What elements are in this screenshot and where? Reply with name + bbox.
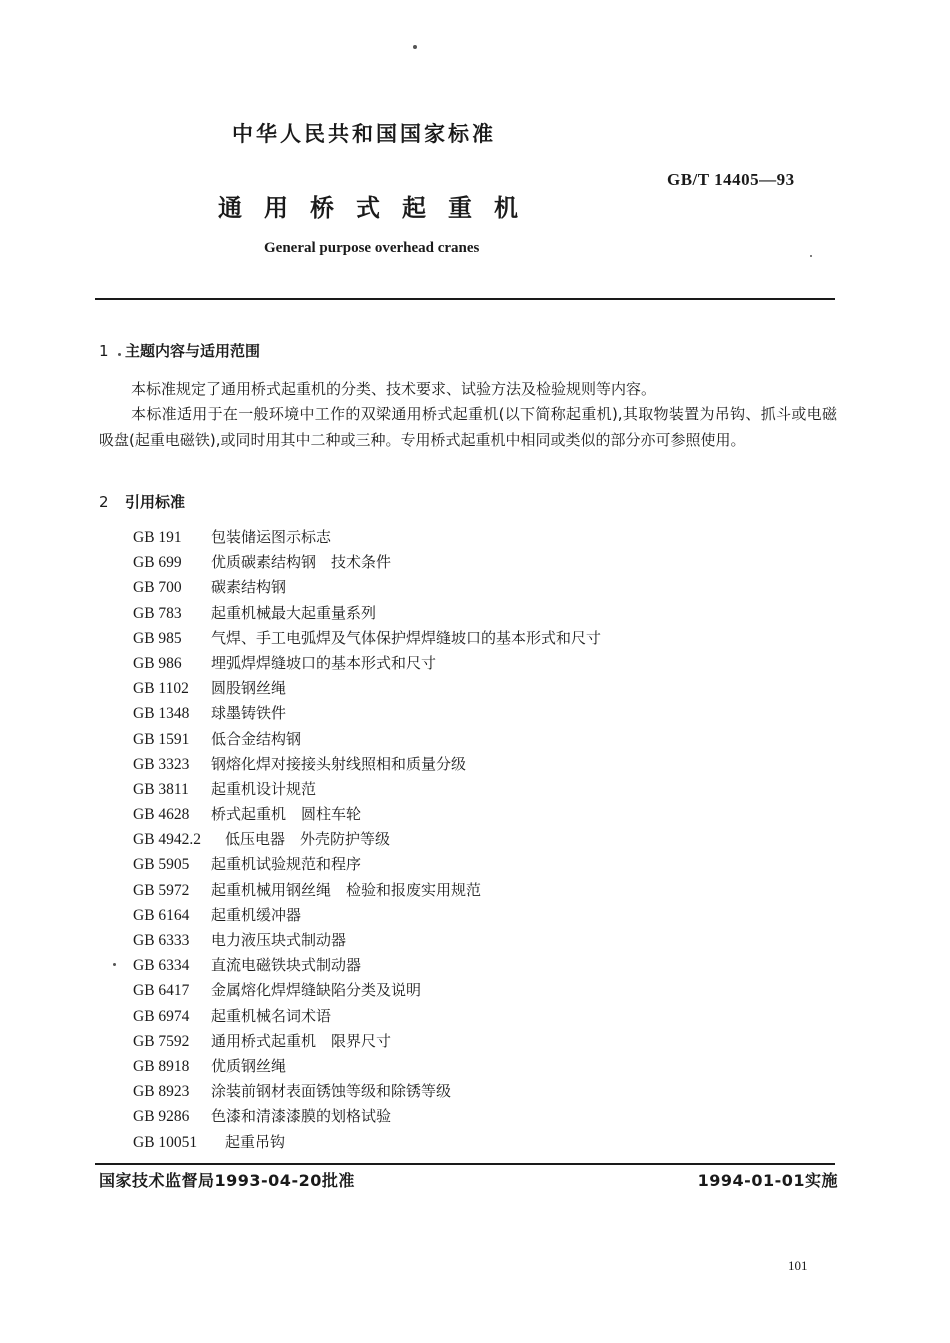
reference-item (133, 978, 601, 1003)
reference-code: GB 7592 (133, 1032, 190, 1050)
reference-code: GB 6334 (133, 957, 190, 975)
section-1-heading (99, 340, 260, 361)
scan-speck (810, 255, 812, 257)
section-1-paragraph-2: 本标准适用于在一般环境中工作的双梁通用桥式起重机(以下简称起重机),其取物装置为吊钩、抓斗或电磁吸盘(起重电磁铁),或同时用其中二种或三种。专用桥式起重机中相同或类似的部分亦可参照使用。 (99, 405, 837, 449)
reference-code: GB 986 (133, 654, 182, 672)
reference-code: GB 5972 (133, 881, 190, 899)
reference-code: GB 699 (133, 554, 182, 572)
section-2-heading (99, 491, 185, 512)
reference-title: 气焊、手工电弧焊及气体保护焊焊缝坡口的基本形式和尺寸 (211, 628, 602, 647)
reference-title: 埋弧焊焊缝坡口的基本形式和尺寸 (211, 653, 437, 672)
approval-note: 国家技术监督局1993-04-20批准 (99, 1171, 355, 1190)
reference-title: 桥式起重机 圆柱车轮 (211, 805, 362, 824)
reference-code: GB 8918 (133, 1057, 190, 1075)
reference-title: 电力液压块式制动器 (211, 931, 347, 949)
reference-list (133, 525, 601, 1155)
page-number: 101 (788, 1258, 808, 1273)
reference-code: GB 783 (133, 604, 182, 622)
reference-code: GB 4942.2 (133, 831, 202, 849)
reference-item (133, 626, 601, 651)
reference-item (133, 827, 601, 852)
reference-code: GB 6164 (133, 906, 190, 924)
reference-code: GB 6974 (133, 1007, 190, 1025)
reference-title: 球墨铸铁件 (211, 704, 287, 723)
section-title: 引用标准 (125, 493, 186, 511)
reference-item (133, 953, 601, 978)
reference-title: 低合金结构钢 (211, 729, 302, 748)
reference-title: 直流电磁铁块式制动器 (211, 956, 362, 975)
reference-code: GB 191 (133, 529, 182, 546)
reference-code: GB 1591 (133, 730, 190, 748)
scan-speck (413, 45, 417, 49)
reference-title: 起重机设计规范 (211, 779, 317, 798)
reference-item (133, 878, 601, 903)
reference-title: 起重机械名词术语 (211, 1006, 332, 1025)
reference-title: 涂装前钢材表面锈蚀等级和除锈等级 (211, 1082, 452, 1101)
document-title-en: General purpose overhead cranes (264, 240, 480, 256)
reference-item (133, 903, 601, 928)
reference-code: GB 5905 (133, 856, 190, 874)
reference-title: 优质碳素结构钢 技术条件 (211, 553, 392, 572)
reference-code: GB 700 (133, 579, 182, 597)
reference-item (133, 676, 601, 701)
reference-title: 起重机械用钢丝绳 检验和报废实用规范 (211, 880, 482, 899)
reference-title: 色漆和清漆漆膜的划格试验 (211, 1107, 392, 1126)
effective-date: 1994-01-01实施 (697, 1171, 838, 1190)
reference-item (133, 752, 601, 777)
reference-title: 优质钢丝绳 (211, 1056, 287, 1075)
reference-title: 通用桥式起重机 限界尺寸 (211, 1031, 392, 1050)
reference-code: GB 3323 (133, 755, 190, 773)
reference-title: 圆股钢丝绳 (211, 679, 287, 698)
reference-code: GB 9286 (133, 1108, 190, 1126)
reference-title: 金属熔化焊焊缝缺陷分类及说明 (211, 981, 422, 1000)
reference-code: GB 4628 (133, 806, 190, 824)
standard-number: GB/T 14405—93 (667, 170, 795, 189)
reference-item (133, 651, 601, 676)
reference-item (133, 928, 601, 953)
reference-code: GB 1348 (133, 705, 190, 723)
reference-code: GB 6417 (133, 982, 190, 1000)
reference-item (133, 1130, 601, 1155)
reference-item (133, 575, 601, 600)
reference-title: 钢熔化焊对接接头射线照相和质量分级 (211, 754, 467, 773)
section-1-paragraph-1: 本标准规定了通用桥式起重机的分类、技术要求、试验方法及检验规则等内容。 (131, 380, 657, 398)
header-divider (95, 298, 835, 300)
reference-item (133, 1079, 601, 1104)
reference-title: 低压电器 外壳防护等级 (225, 830, 391, 849)
national-standard-heading: 中华人民共和国国家标准 (232, 122, 496, 146)
scan-speck (118, 353, 121, 356)
reference-item (133, 601, 601, 626)
reference-item (133, 550, 601, 575)
reference-title: 起重吊钩 (225, 1132, 286, 1151)
section-number: 1 (99, 342, 109, 360)
reference-title: 起重机缓冲器 (211, 905, 302, 924)
reference-item (133, 802, 601, 827)
reference-item (133, 1029, 601, 1054)
reference-item (133, 852, 601, 877)
reference-title: 起重机试验规范和程序 (211, 855, 362, 874)
scan-speck (113, 963, 116, 966)
reference-code: GB 1102 (133, 680, 189, 698)
reference-code: GB 6333 (133, 932, 190, 949)
reference-item (133, 1004, 601, 1029)
reference-title: 包装储运图示标志 (211, 528, 332, 546)
reference-item (133, 701, 601, 726)
reference-title: 碳素结构钢 (211, 578, 287, 597)
reference-code: GB 3811 (133, 780, 189, 798)
reference-code: GB 985 (133, 629, 182, 647)
reference-item (133, 1054, 601, 1079)
document-title-cn: 通用桥式起重机 (218, 194, 540, 222)
reference-item (133, 727, 601, 752)
footer-divider (95, 1163, 835, 1165)
reference-item (133, 777, 601, 802)
reference-item (133, 1104, 601, 1129)
reference-code: GB 10051 (133, 1133, 198, 1151)
reference-item (133, 525, 601, 550)
section-number: 2 (99, 493, 109, 511)
section-title: 主题内容与适用范围 (125, 342, 261, 360)
reference-code: GB 8923 (133, 1083, 190, 1101)
reference-title: 起重机械最大起重量系列 (211, 603, 377, 622)
